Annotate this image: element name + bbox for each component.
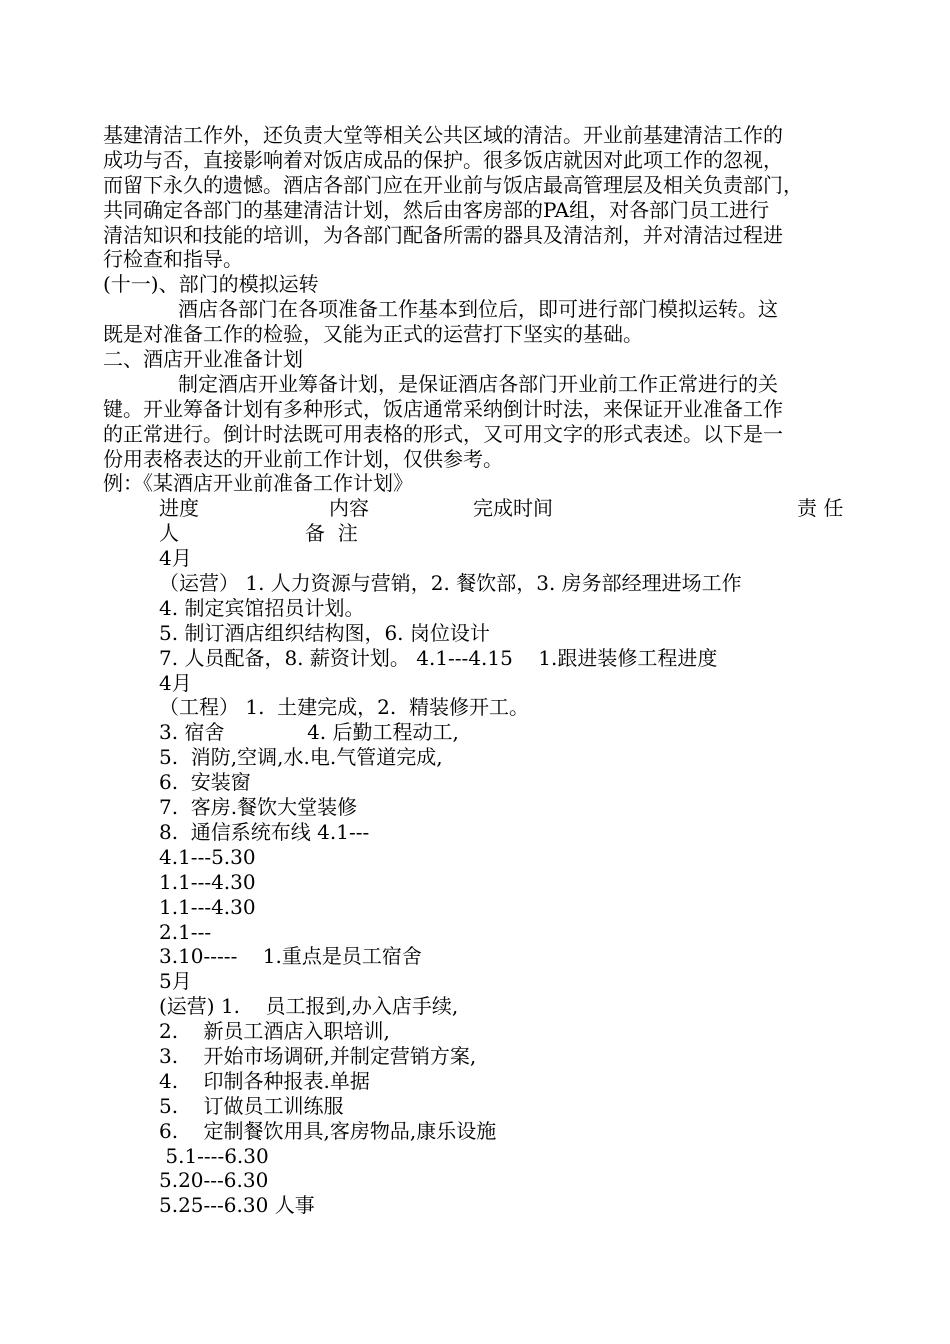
text-line: 基建清洁工作外，还负责大堂等相关公共区域的清洁。开业前基建清洁工作的 (103, 123, 783, 147)
text-line: 制定酒店开业筹备计划，是保证酒店各部门开业前工作正常进行的关 (178, 371, 778, 396)
header-progress: 进度 (159, 496, 199, 521)
header-owner: 责 任 (797, 496, 844, 521)
plan-line: 3. 宿舍 4. 后勤工程动工, (159, 720, 459, 745)
text-line: 的正常进行。倒计时法既可用表格的形式，又可用文字的形式表述。以下是一 (103, 421, 783, 446)
plan-line: 5. 制订酒店组织结构图，6. 岗位设计 (159, 620, 490, 645)
plan-line: 5.20---6.30 (159, 1168, 269, 1193)
text-line: 酒店各部门在各项准备工作基本到位后，即可进行部门模拟运转。这 (178, 297, 778, 322)
text-line: 成功与否，直接影响着对饭店成品的保护。很多饭店就因对此项工作的忽视， (103, 147, 783, 172)
paragraph-simulation (103, 297, 863, 347)
text-line: 份用表格表达的开业前工作计划，仅供参考。 (103, 446, 503, 471)
header-time: 完成时间 (473, 496, 553, 521)
plan-line: 5.1----6.30 (159, 1143, 269, 1168)
text-line: 行检查和指导。 (103, 247, 243, 272)
plan-line: 7. 人员配备，8. 薪资计划。 4.1---4.15 1.跟进装修工程进度 (159, 645, 718, 670)
plan-line: 6. 定制餐饮用具,客房物品,康乐设施 (159, 1118, 497, 1143)
plan-lines (103, 546, 863, 1218)
text-line: 清洁知识和技能的培训，为各部门配备所需的器具及清洁剂，并对清洁过程进 (103, 222, 783, 247)
plan-line: 5. 消防,空调,水.电.气管道完成, (159, 745, 443, 770)
plan-line: 2. 新员工酒店入职培训, (159, 1019, 390, 1044)
plan-line: （工程） 1. 土建完成，2. 精装修开工。 (159, 695, 529, 720)
document-page (103, 123, 863, 1218)
plan-line: 5月 (159, 969, 192, 994)
text-line: 而留下永久的遗憾。酒店各部门应在开业前与饭店最高管理层及相关负责部门， (103, 172, 803, 197)
plan-line: 4月 (159, 546, 192, 571)
text-line: 共同确定各部门的基建清洁计划，然后由客房部的PA组，对各部门员工进行 (103, 197, 770, 222)
plan-line: 4.1---5.30 (159, 844, 256, 869)
paragraph-plan-intro (103, 372, 863, 472)
paragraph-cleaning (103, 123, 863, 272)
table-header-row-2 (103, 521, 863, 546)
text-line: 键。开业筹备计划有多种形式，饭店通常采纳倒计时法，来保证开业准备工作 (103, 396, 783, 421)
header-owner-cont: 人 (159, 521, 179, 546)
plan-line: 7. 客房.餐饮大堂装修 (159, 795, 358, 820)
plan-line: 5.25---6.30 人事 (159, 1193, 315, 1218)
section-heading: (十一)、部门的模拟运转 (103, 272, 319, 297)
plan-line: 6. 安装窗 (159, 770, 251, 795)
plan-line: 3. 开始市场调研,并制定营销方案, (159, 1043, 477, 1068)
table-header-row (103, 496, 863, 521)
text-line: 既是对准备工作的检验，又能为正式的运营打下坚实的基础。 (103, 322, 643, 347)
plan-line: 4. 制定宾馆招员计划。 (159, 595, 365, 620)
header-notes: 备 注 (305, 521, 358, 546)
header-content: 内容 (329, 496, 369, 521)
example-title: 例：《某酒店开业前准备工作计划》 (103, 471, 413, 496)
section-heading: 二、酒店开业准备计划 (103, 347, 303, 372)
plan-line: 1.1---4.30 (159, 869, 256, 894)
plan-line: （运营） 1. 人力资源与营销，2. 餐饮部，3. 房务部经理进场工作 (159, 571, 742, 596)
plan-line: 3.10----- 1.重点是员工宿舍 (159, 944, 422, 969)
plan-line: 4. 印制各种报表.单据 (159, 1068, 370, 1093)
plan-line: (运营) 1. 员工报到,办入店手续, (159, 994, 459, 1019)
plan-line: 4月 (159, 670, 192, 695)
plan-line: 5. 订做员工训练服 (159, 1093, 344, 1118)
plan-line: 2.1--- (159, 919, 212, 944)
plan-line: 1.1---4.30 (159, 894, 256, 919)
plan-line: 8. 通信系统布线 4.1--- (159, 819, 370, 844)
